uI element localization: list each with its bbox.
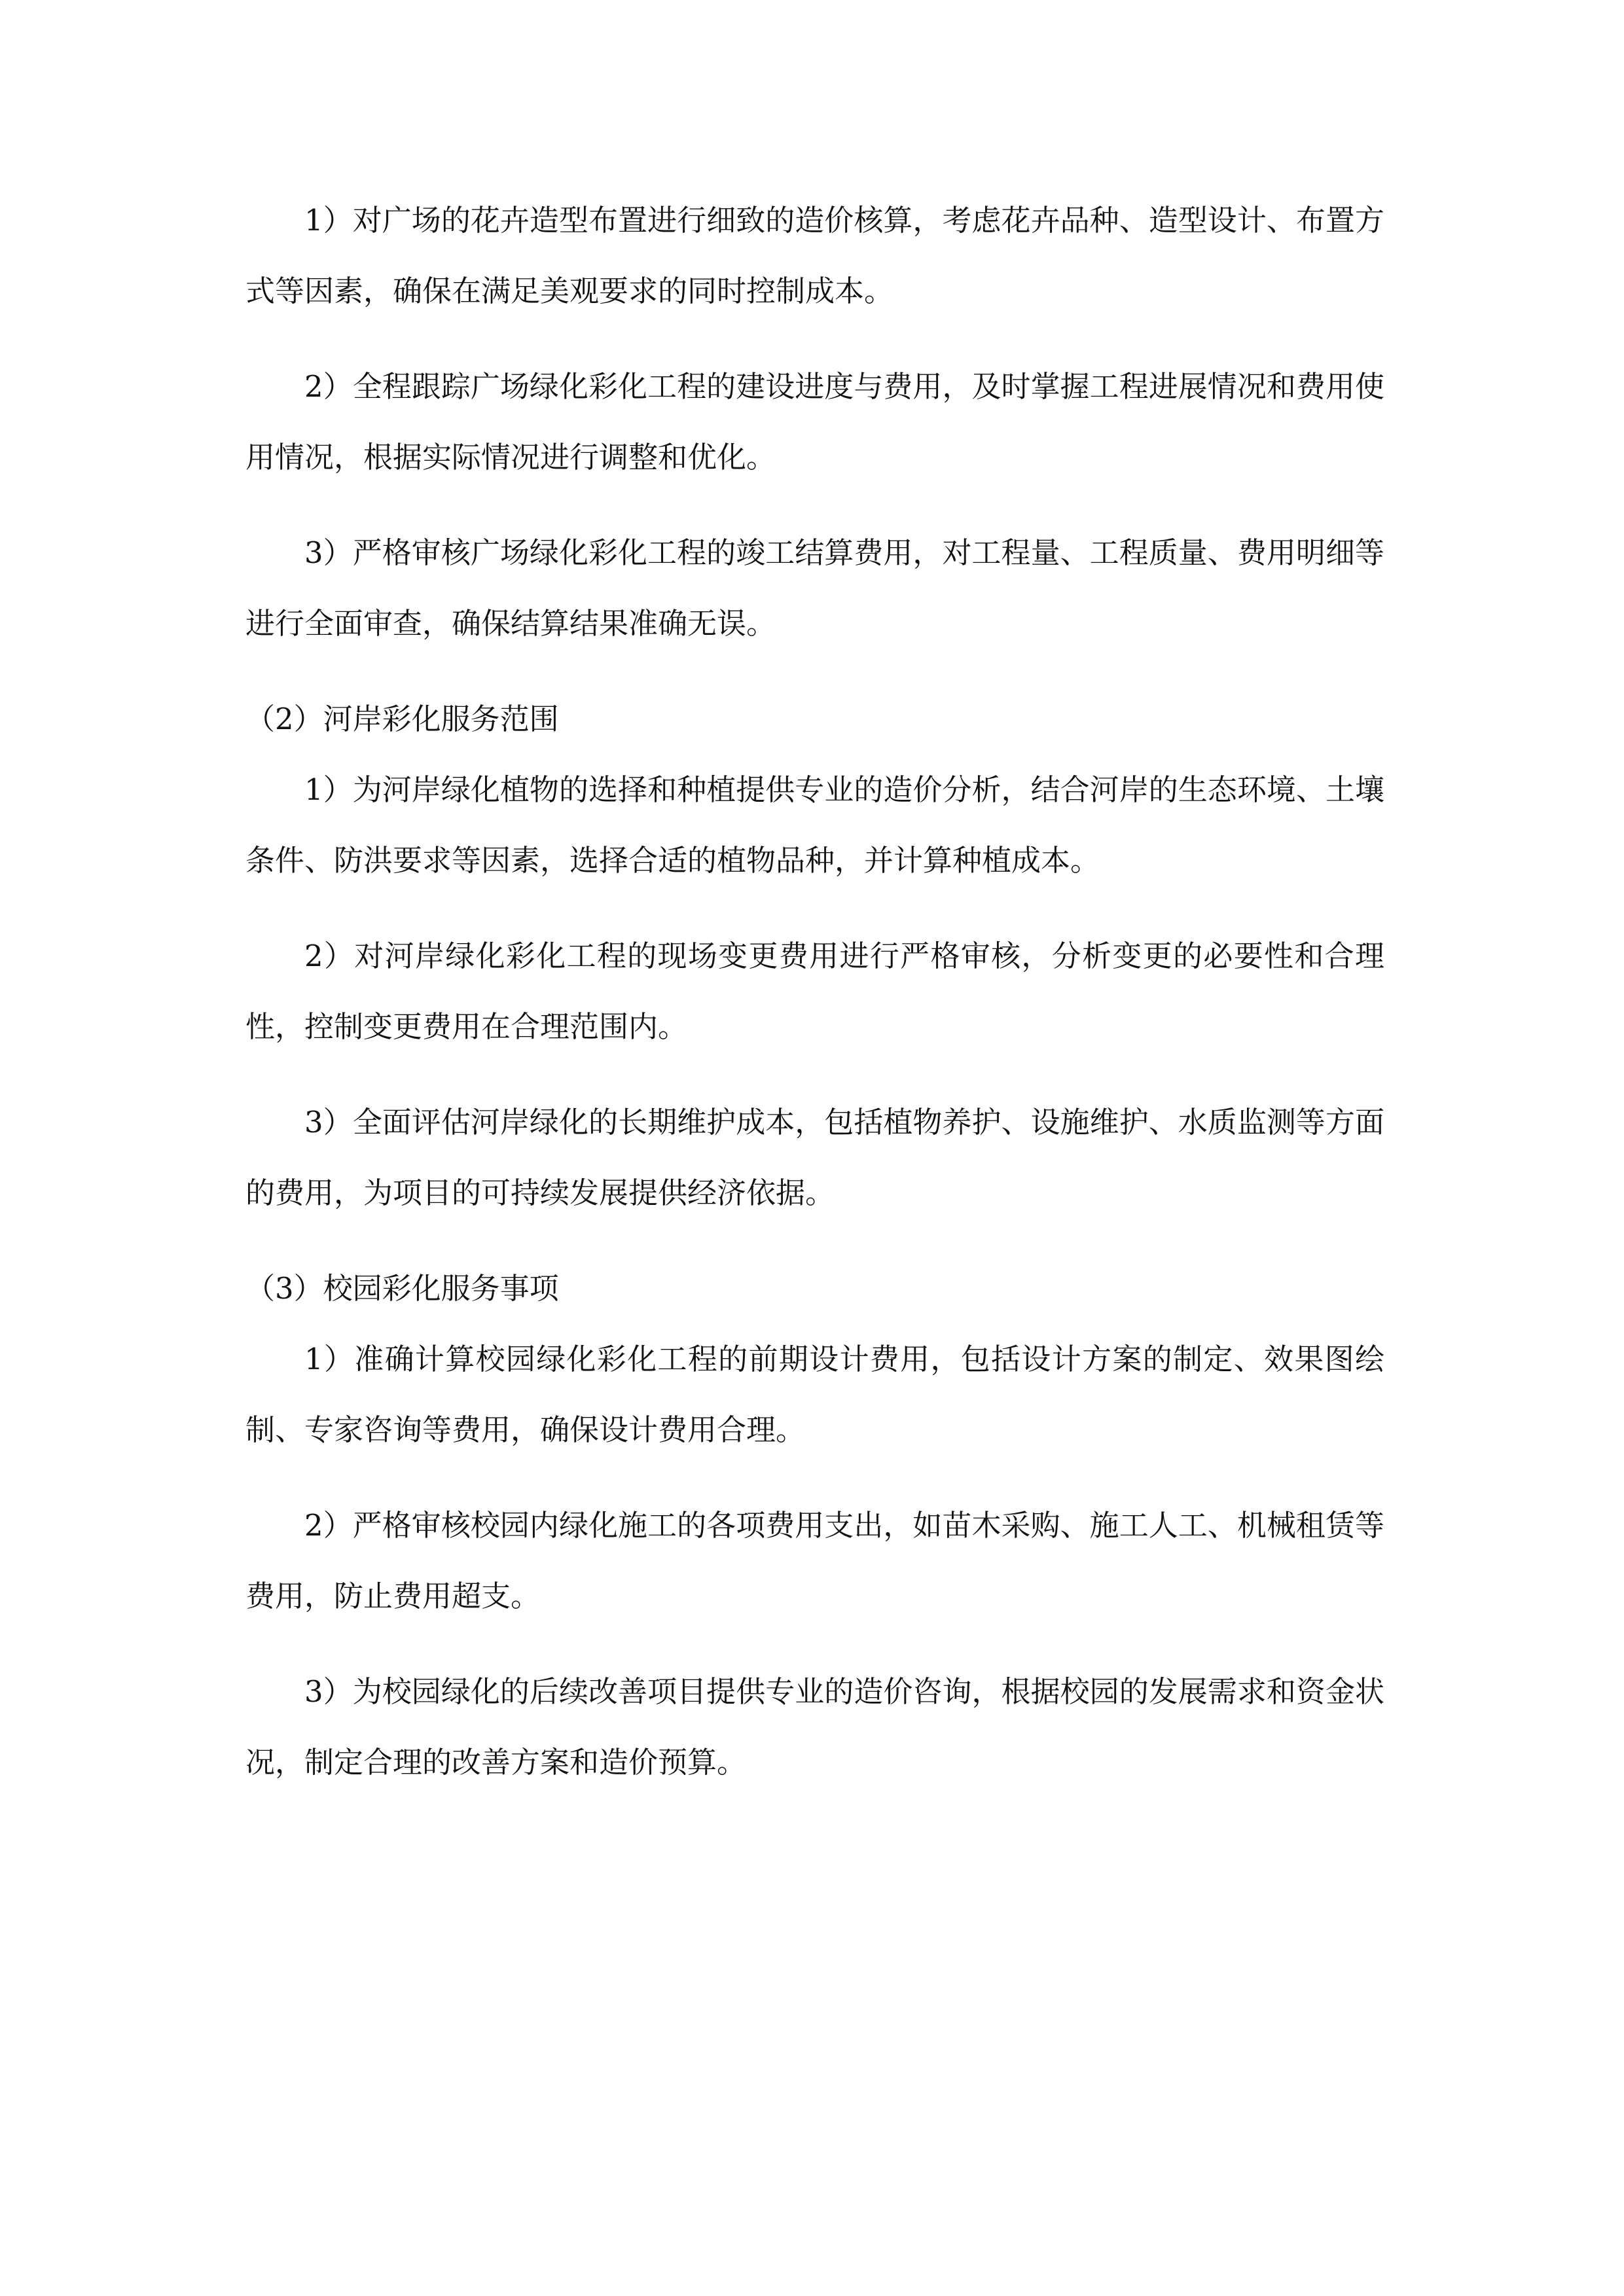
- paragraph: 2）对河岸绿化彩化工程的现场变更费用进行严格审核，分析变更的必要性和合理性，控制变更费用在合理范围内。: [245, 939, 1384, 1044]
- section-heading: （2）河岸彩化服务范围: [245, 702, 559, 736]
- section-campus: [245, 1253, 1384, 1798]
- paragraph: 2）全程跟踪广场绿化彩化工程的建设进度与费用，及时掌握工程进展情况和费用使用情况，根据实际情况进行调整和优化。: [245, 369, 1384, 475]
- paragraph: 3）严格审核广场绿化彩化工程的竣工结算费用，对工程量、工程质量、费用明细等进行全面审查，确保结算结果准确无误。: [245, 535, 1384, 641]
- document-body: [245, 185, 1384, 1823]
- paragraph: 2）严格审核校园内绿化施工的各项费用支出，如苗木采购、施工人工、机械租赁等费用，防止费用超支。: [245, 1508, 1384, 1613]
- section-river-bank: [245, 684, 1384, 1229]
- section-heading: （3）校园彩化服务事项: [245, 1271, 559, 1306]
- paragraph: 1）为河岸绿化植物的选择和种植提供专业的造价分析，结合河岸的生态环境、土壤条件、防洪要求等因素，选择合适的植物品种，并计算种植成本。: [245, 772, 1384, 878]
- paragraph: 3）为校园绿化的后续改善项目提供专业的造价咨询，根据校园的发展需求和资金状况，制定合理的改善方案和造价预算。: [245, 1674, 1384, 1780]
- paragraph: 3）全面评估河岸绿化的长期维护成本，包括植物养护、设施维护、水质监测等方面的费用，为项目的可持续发展提供经济依据。: [245, 1105, 1384, 1210]
- paragraph-block: [245, 1490, 1384, 1632]
- paragraph-block: [245, 755, 1384, 896]
- paragraph-block: [245, 185, 1384, 327]
- paragraph-block: [245, 1324, 1384, 1465]
- paragraph: 1）对广场的花卉造型布置进行细致的造价核算，考虑花卉品种、造型设计、布置方式等因素，确保在满足美观要求的同时控制成本。: [245, 203, 1384, 308]
- paragraph-block: [245, 921, 1384, 1062]
- paragraph-block: [245, 1657, 1384, 1798]
- paragraph-block: [245, 351, 1384, 493]
- paragraph-block: [245, 1087, 1384, 1229]
- paragraph: 1）准确计算校园绿化彩化工程的前期设计费用，包括设计方案的制定、效果图绘制、专家咨询等费用，确保设计费用合理。: [245, 1342, 1384, 1447]
- paragraph-block: [245, 518, 1384, 659]
